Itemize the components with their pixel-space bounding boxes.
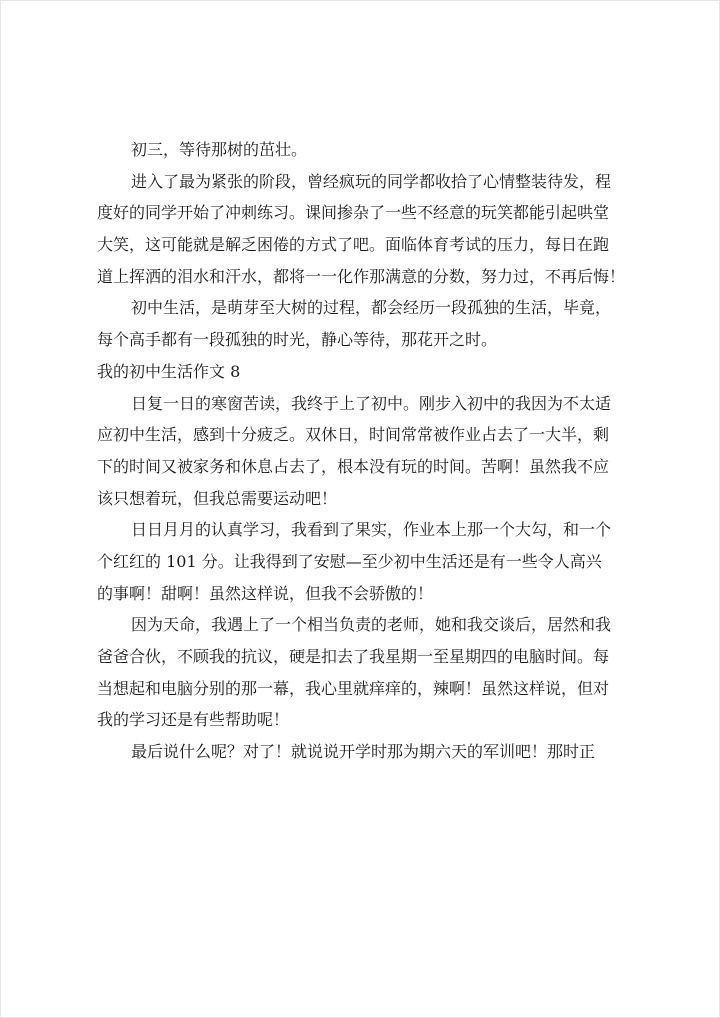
text-line: 下的时间又被家务和休息占去了，根本没有玩的时间。苦啊！虽然我不应 [97,456,610,476]
text-line: 当想起和电脑分别的那一幕，我心里就痒痒的，辣啊！虽然这样说，但对 [97,678,610,698]
section-heading: 我的初中生活作文 8 [97,361,241,381]
text-line: 该只想着玩，但我总需要运动吧！ [97,488,338,508]
text-line: 因为天命，我遇上了一个相当负责的老师，她和我交谈后，居然和我 [131,615,612,635]
text-line: 日复一日的寒窗苦读，我终于上了初中。刚步入初中的我因为不太适 [131,393,612,413]
paragraph [97,514,660,609]
paragraph [97,134,660,166]
text-line: 每个高手都有一段孤独的时光，静心等待，那花开之时。 [97,330,498,350]
text-line: 进入了最为紧张的阶段，曾经疯玩的同学都收拾了心情整装待发，程 [131,171,612,191]
text-line: 爸爸合伙，不顾我的抗议，硬是扣去了我星期一至星期四的电脑时间。每 [97,647,610,666]
text-line: 我的学习还是有些帮助呢！ [97,710,290,730]
paragraph [97,609,660,736]
text-line: 道上挥洒的泪水和汗水，都将一一化作那满意的分数，努力过，不再后悔！ [97,266,626,286]
paragraph [97,736,660,768]
paragraph [97,166,660,293]
text-line: 度好的同学开始了冲刺练习。课间掺杂了一些不经意的玩笑都能引起哄堂 [97,203,610,223]
text-line: 应初中生活，感到十分疲乏。双休日，时间常常被作业占去了一大半，剩 [97,425,610,445]
paragraph [97,388,660,515]
text-line: 大笑，这可能就是解乏困倦的方式了吧。面临体育考试的压力，每日在跑 [97,235,610,255]
text-line: 的事啊！甜啊！虽然这样说，但我不会骄傲的！ [97,583,434,603]
text-line: 个红红的 101 分。让我得到了安慰—至少初中生活还是有一些令人高兴 [97,551,602,571]
text-line: 日日月月的认真学习，我看到了果实，作业本上那一个大勾，和一个 [131,520,612,540]
text-line: 初三，等待那树的茁壮。 [131,140,308,159]
text-line: 初中生活，是萌芽至大树的过程，都会经历一段孤独的生活，毕竟， [131,298,612,318]
paragraph [97,292,660,355]
text-line: 最后说什么呢？对了！就说说开学时那为期六天的军训吧！那时正 [131,742,596,762]
document-body [97,134,660,768]
